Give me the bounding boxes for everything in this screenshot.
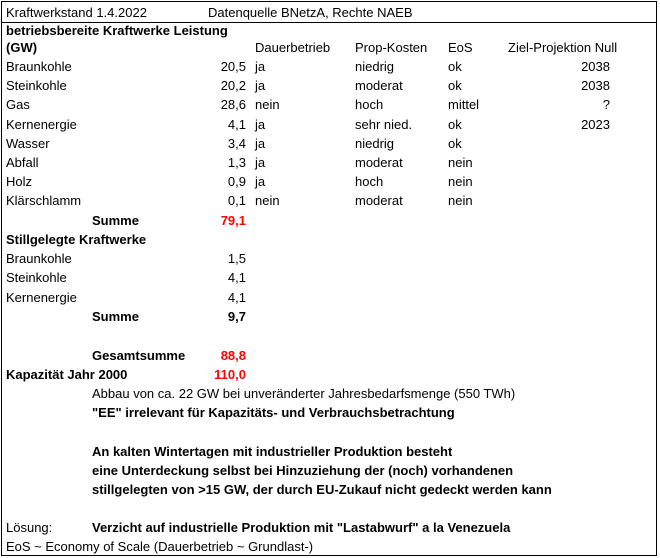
- plant-ziel: 2038: [581, 59, 610, 74]
- plant-dauerbetrieb: ja: [255, 117, 266, 132]
- plant-capacity: 4,1: [227, 117, 246, 132]
- active-sum-label: Summe: [92, 213, 139, 228]
- plant-prop-kosten: hoch: [355, 174, 384, 189]
- decommissioned-capacity: 4,1: [227, 270, 246, 285]
- plant-prop-kosten: moderat: [355, 78, 403, 93]
- solution-text: Verzicht auf industrielle Produktion mit "Lastabwurf" a la Venezuela: [92, 520, 511, 535]
- note-paragraph-3: stillgelegten von >15 GW, der durch EU-Zukauf nicht gedeckt werden kann: [92, 482, 552, 497]
- plant-ziel: 2038: [581, 78, 610, 93]
- active-sum-value: 79,1: [220, 213, 246, 228]
- plant-eos: ok: [448, 78, 462, 93]
- capacity-2000-label: Kapazität Jahr 2000: [6, 367, 128, 382]
- note-paragraph-2: eine Unterdeckung selbst bei Hinzuziehung der (noch) vorhandenen: [92, 463, 514, 478]
- plant-eos: ok: [448, 136, 462, 151]
- column-header-eos: EoS: [448, 40, 473, 55]
- total-value: 88,8: [220, 348, 246, 363]
- decommissioned-capacity: 4,1: [227, 290, 246, 305]
- unit-label: (GW): [6, 40, 38, 55]
- column-header-dauerbetrieb: Dauerbetrieb: [255, 40, 331, 55]
- note-paragraph-1: An kalten Wintertagen mit industrieller Produktion besteht: [92, 444, 453, 459]
- plant-dauerbetrieb: ja: [255, 136, 266, 151]
- plant-name: Klärschlamm: [6, 193, 82, 208]
- plant-prop-kosten: moderat: [355, 193, 403, 208]
- plant-dauerbetrieb: nein: [255, 97, 280, 112]
- plant-capacity: 20,2: [220, 78, 246, 93]
- plant-name: Kernenergie: [6, 117, 77, 132]
- decommissioned-name: Steinkohle: [6, 270, 67, 285]
- capacity-2000-value: 110,0: [214, 367, 246, 382]
- plant-dauerbetrieb: ja: [255, 155, 266, 170]
- plant-dauerbetrieb: nein: [255, 193, 280, 208]
- plant-prop-kosten: niedrig: [355, 59, 395, 74]
- footnote: EoS ~ Economy of Scale (Dauerbetrieb ~ Grundlast-): [6, 539, 314, 554]
- plant-name: Wasser: [6, 136, 50, 151]
- plant-name: Braunkohle: [6, 59, 72, 74]
- plant-name: Steinkohle: [6, 78, 67, 93]
- plant-dauerbetrieb: ja: [255, 78, 266, 93]
- data-source: Datenquelle BNetzA, Rechte NAEB: [208, 5, 413, 20]
- decommissioned-sum-value: 9,7: [227, 309, 246, 324]
- plant-prop-kosten: sehr nied.: [355, 117, 413, 132]
- solution-label: Lösung:: [6, 520, 53, 535]
- decommissioned-name: Braunkohle: [6, 251, 72, 266]
- plant-eos: mittel: [448, 97, 480, 112]
- plant-name: Holz: [6, 174, 33, 189]
- plant-eos: ok: [448, 59, 462, 74]
- sheet-title: Kraftwerkstand 1.4.2022: [6, 5, 147, 20]
- column-header-ziel-projektion: Ziel-Projektion Null: [508, 40, 618, 55]
- plant-eos: nein: [448, 193, 473, 208]
- section-title: betriebsbereite Kraftwerke Leistung: [6, 23, 228, 38]
- plant-capacity: 28,6: [220, 97, 246, 112]
- plant-capacity: 3,4: [227, 136, 246, 151]
- plant-name: Abfall: [6, 155, 39, 170]
- plant-eos: nein: [448, 174, 473, 189]
- plant-capacity: 1,3: [227, 155, 246, 170]
- plant-eos: ok: [448, 117, 462, 132]
- plant-prop-kosten: hoch: [355, 97, 384, 112]
- plant-dauerbetrieb: ja: [255, 59, 266, 74]
- plant-dauerbetrieb: ja: [255, 174, 266, 189]
- plant-prop-kosten: moderat: [355, 155, 403, 170]
- note-line-1: Abbau von ca. 22 GW bei unveränderter Jahresbedarfsmenge (550 TWh): [92, 386, 516, 401]
- plant-name: Gas: [6, 97, 30, 112]
- decommissioned-sum-label: Summe: [92, 309, 139, 324]
- note-line-2: "EE" irrelevant für Kapazitäts- und Verbrauchsbetrachtung: [92, 405, 455, 420]
- plant-capacity: 20,5: [220, 59, 246, 74]
- plant-prop-kosten: niedrig: [355, 136, 395, 151]
- plant-capacity: 0,9: [227, 174, 246, 189]
- total-label: Gesamtsumme: [92, 348, 186, 363]
- column-header-prop-kosten: Prop-Kosten: [355, 40, 428, 55]
- decommissioned-capacity: 1,5: [227, 251, 246, 266]
- decommissioned-title: Stillgelegte Kraftwerke: [6, 232, 147, 247]
- plant-capacity: 0,1: [227, 193, 246, 208]
- plant-ziel: 2023: [581, 117, 610, 132]
- plant-ziel: ?: [602, 97, 610, 112]
- decommissioned-name: Kernenergie: [6, 290, 77, 305]
- plant-eos: nein: [448, 155, 473, 170]
